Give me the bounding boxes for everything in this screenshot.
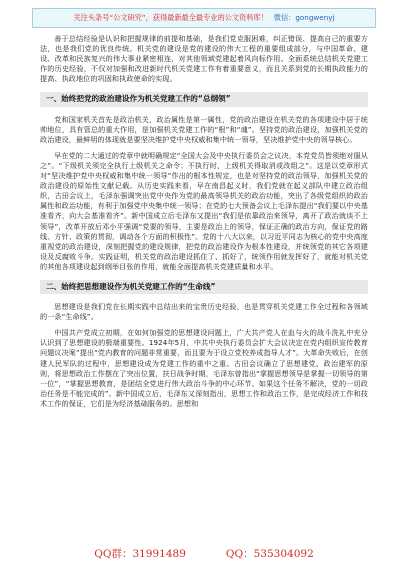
banner-promo-text: 关注头条号“公文研究”，获得最新最全最专业的公文资料库！ [73,13,268,22]
paragraph-2: 党和国家机关首先是政治机关，政治属性是第一属性，党的政治建设在机关党的各项建设中居于统帅地位，具有管总的重大作用，是加强机关党建工作的“根”和“魂”。坚持党的政治建设，加强机关党的政治建设，最鲜明的体现就是要坚决维护党中央权威和集中统一领导，坚决维护党中央的领导核心。 [40,114,368,144]
document-body [40,34,368,534]
footer-qq-number: QQ：535304092 [225,548,314,560]
paragraph-4: 思想建设是我们党在长期实践中总结出来的宝贵历史经验，也是贯穿机关党建工作全过程和各领域的一条“生命线”。 [40,302,368,322]
banner-wechat-text: 微信：gongwenyj [273,13,335,22]
section-heading-2: 二、始终把思想建设作为机关党建工作的“生命线” [40,280,368,294]
header-banner [32,8,376,28]
paragraph-intro: 善于总结经验是认识和把握规律的前提和基础，是我们党克服困难，纠正错误、提高自己的重要方法，也是我们党的优良传统。机关党的建设是党的建设的伟大工程的重要组成部分，与中国革命、建设、改革和民族复兴的伟大事业紧密相连，对其他领域党建起着风向标作用。全面系统总结机关党建工作的历史经验，不仅对加强和改进新时代机关党建工作有着重要意义，而且关系到党的长期执政能力的提高、执政地位的巩固和执政使命的实现。 [40,34,368,84]
paragraph-5: 中国共产党成立初期，在如何加强党的思想建设问题上，广大共产党人在血与火的战斗洗礼中充分认识到了思想建设的极端重要性。1924年5月，中共中央执行委员会扩大会议决定在党内组织宣传教育问题议决案”提出“党内教育的问题非常重要，而且要为于设立党校养成指导人才”。大革命失败后，在创建人民军队的过程中，思想建设成为党建工作的重中之重。古田会议确立了思想建党、政治建军的原则，将思想政治工作摆在了突出位置，扶日战争时期，毛泽东曾指出“掌握思想领导是掌握一切领导的第一位”，“掌握思想教育，是团结全党进行伟大政治斗争的中心环节。如果这个任务不解决，党的一切政治任务是不能完成的”。新中国成立后，毛泽东又深刻指出，思想工作和政治工作，是完成经济工作和技术工作的保证，它们是为经济基础服务的。思想和 [40,328,368,408]
footer-qq-group: QQ群：31991489 [94,548,186,560]
section-heading-1: 一、始终把党的政治建设作为机关党建工作的“总纲领” [40,92,368,106]
footer-contact [0,546,408,562]
paragraph-3: 早在党的二大通过的党章中就明确规定“全国大会及中央执行委员会之议决，本党党员皆须绝对服从之”。“下级机关须完全执行上级机关之命令；不执行时，上级机关得取消或改组之”。这是以党章形式对“坚决维护党中央权威和集中统一领导”作出的根本性规定，也是对坚持党的政治领导，加强机关党的政治建设的原始性文献记载。从历史实践来看，早在南昌起义时，我们党就在起义部队中建立政治组织，古田会议上，毛泽东强调突出党中央作为党的最高领导机关的政治功能，突出了各级党组织的政治属性和政治功能，有利于加强党中央集中统一领导；在党的七大预备会议上毛泽东提出“我们要以中央基准看齐，向大会基准看齐”。新中国成立后毛泽东又提出“我们是依靠政治来领导，离开了政治就谈不上领导”，改革开放后邓小平强调“党要的领导，主要是政治上的领导，保证正确的政治方向，保证党的路线、方针、政策的贯彻，调动各个方面的积极性”。党的十八大以来，以习近平同志为核心的党中央高度重视党的政治建设，深刻把握党的建设规律，把党的政治建设作为根本性建设，并统领党的其它各项建设及反腐败斗争。实践证明，机关党的政治建设抓住了、抓好了，统领作用就发挥好了，就能对机关党的其他各项建设起到纲举目张的作用，就能全面提高机关党建质量和水平。 [40,150,368,271]
